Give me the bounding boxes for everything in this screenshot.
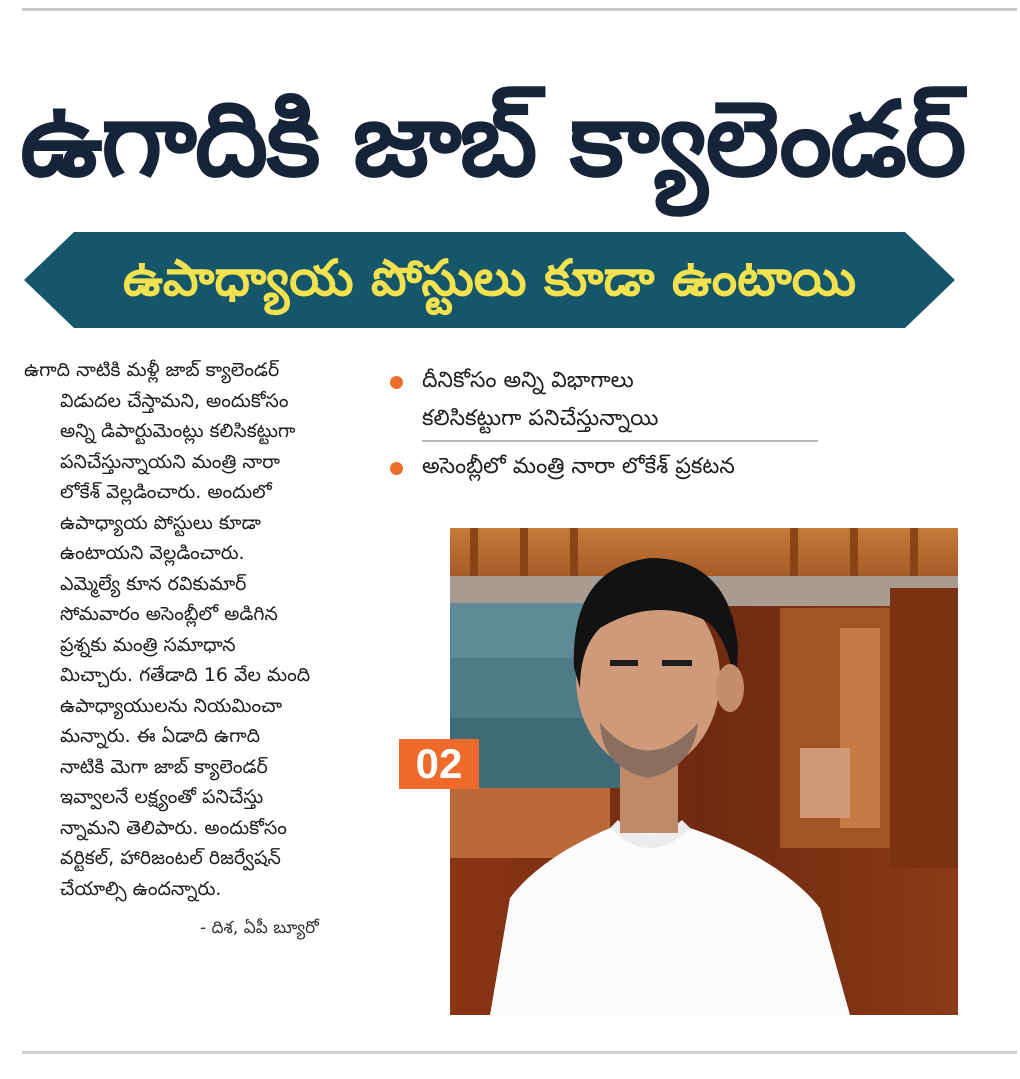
highlight-divider [422,440,818,442]
story-line: ప్రశ్నకు మంత్రి సమాధాన [60,633,236,656]
story-line: ఎమ్మెల్యే కూన రవికుమార్ [60,572,247,595]
story-line: లోకేశ్ వెల్లడించారు. అందులో [60,481,272,503]
subheadline: ఉపాధ్యాయ పోస్టులు కూడా ఉంటాయి [122,249,857,307]
highlights-list [388,362,848,492]
story-line: ఉంటాయని వెల్లడించారు. [60,542,245,564]
highlight-item [388,362,848,438]
bottom-rule [22,1051,1017,1054]
top-rule [22,8,1017,11]
story-line: మిచ్చారు. గతేడాది 16 వేల మంది [60,664,311,686]
story-line: విడుదల చేస్తామని, అందుకోసం [60,389,289,412]
page-number-badge: 02 [399,739,479,789]
highlight-line: కలిసికట్టుగా పనిచేస్తున్నాయి [422,406,659,431]
story-line: అన్ని డిపార్టుమెంట్లు కలిసికట్టుగా [60,420,296,442]
minister-photo [450,528,958,1015]
story-line: చేయాల్సి ఉందన్నారు. [60,877,222,900]
headline: ఉగాదికి జాబ్ క్యాలెండర్ [20,78,965,200]
story-line: వర్టికల్, హారిజంటల్ రిజర్వేషన్ [60,847,281,869]
photo-illustration [450,528,958,1015]
byline: - దిశ, ఏపీ బ్యూరో [200,918,319,938]
subheadline-banner [22,230,957,330]
story-line: సోమవారం అసెంబ్లీలో అడిగిన [60,603,278,625]
story-line: మన్నారు. ఈ ఏడాది ఉగాది [60,725,261,747]
highlight-item [388,448,848,486]
story-line: ఉపాధ్యాయులను నియమించా [60,694,283,717]
story-line: న్నామని తెలిపారు. అందుకోసం [60,816,287,839]
bullet-dot-icon [390,462,403,475]
highlight-line: అసెంబ్లీలో మంత్రి నారా లోకేశ్ ప్రకటన [422,454,735,479]
story-line: పనిచేస్తున్నాయని మంత్రి నారా [60,450,280,473]
highlight-line: దీనికోసం అన్ని విభాగాలు [422,368,634,393]
story-line: ఉగాది నాటికి మళ్లీ జాబ్ క్యాలెండర్ [24,359,280,381]
story-line: నాటికి మెగా జాబ్ క్యాలెండర్ [60,755,268,778]
bullet-dot-icon [390,376,403,389]
story-line: ఇవ్వాలనే లక్ష్యంతో పనిచేస్తు [60,786,264,808]
story-column [24,355,369,942]
story-line: ఉపాధ్యాయ పోస్టులు కూడా [60,511,261,534]
